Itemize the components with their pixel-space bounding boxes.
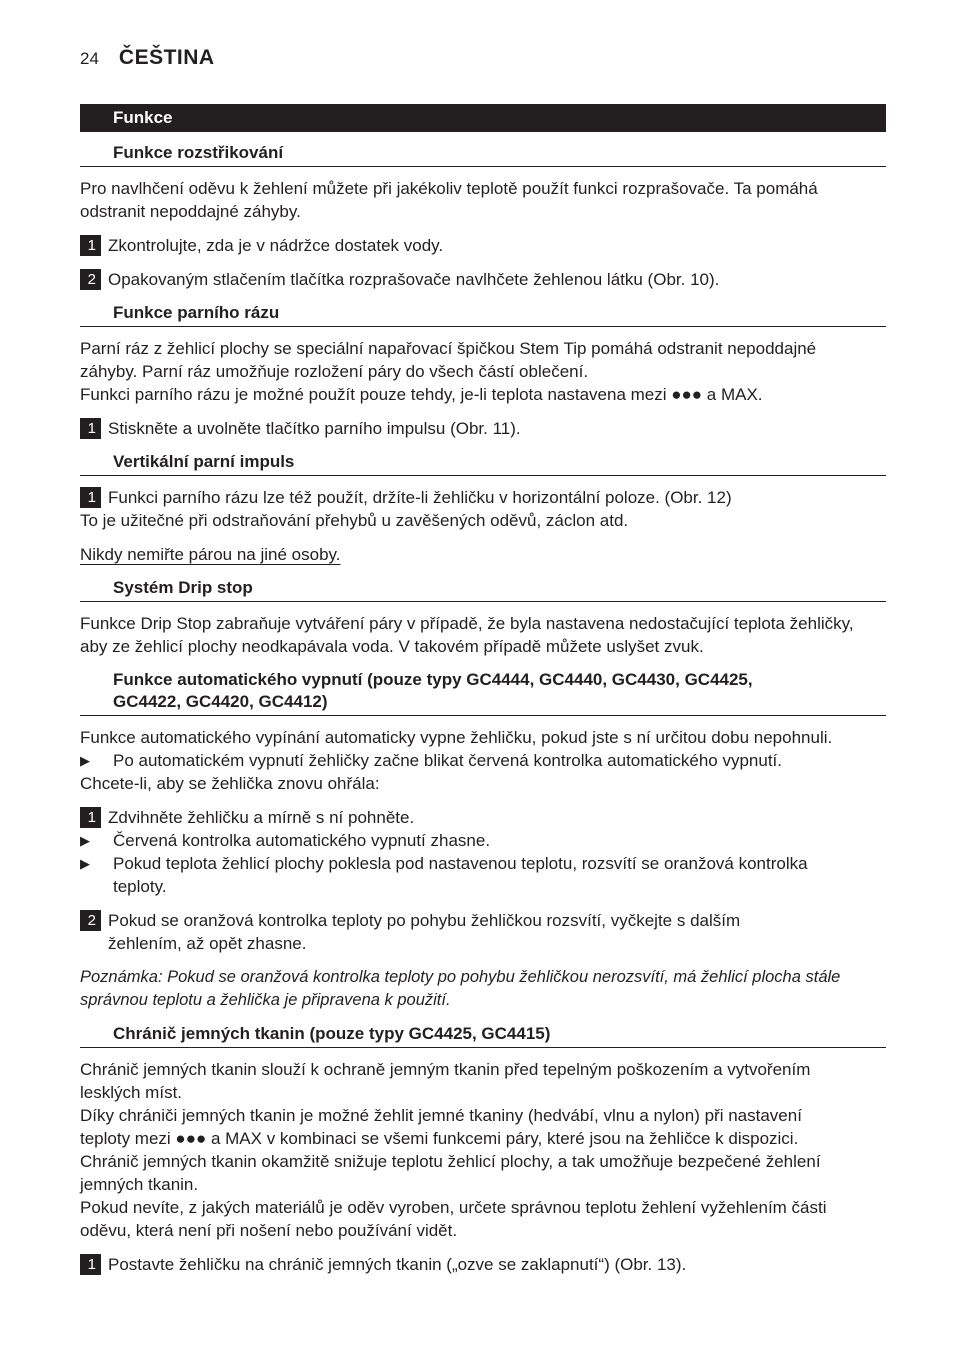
text-line: žehlením, až opět zhasne.	[108, 934, 307, 953]
step-number: 1	[80, 487, 101, 508]
page-content	[80, 104, 886, 1287]
step-text: Zkontrolujte, zda je v nádržce dostatek vody.	[108, 236, 444, 255]
text-line: odstranit nepoddajné záhyby.	[80, 202, 301, 221]
step-text: Stiskněte a uvolněte tlačítko parního impulsu (Obr. 11).	[108, 419, 521, 438]
page-header	[80, 46, 215, 70]
vertical-step-1	[80, 486, 886, 509]
auto-off-bullets	[80, 829, 886, 898]
heading-spray: Funkce rozstřikování	[80, 142, 886, 167]
step-text: Funkci parního rázu lze též použít, držíte-li žehličku v horizontální poloze. (Obr. 12)	[108, 488, 732, 507]
step-text: Opakovaným stlačením tlačítka rozprašovače navlhčete žehlenou látku (Obr. 10).	[108, 270, 720, 289]
heading-line: Funkce automatického vypnutí (pouze typy GC4444, GC4440, GC4430, GC4425,	[113, 670, 753, 689]
heading-vertical-steam: Vertikální parní impuls	[80, 451, 886, 476]
bullet-item	[80, 749, 886, 772]
step-number: 1	[80, 418, 101, 439]
vertical-after: To je užitečné při odstraňování přehybů u zavěšených oděvů, záclon atd.	[80, 511, 629, 530]
text-line: oděvu, která není při nošení nebo používání vidět.	[80, 1221, 458, 1240]
bullet-text: Červená kontrolka automatického vypnutí zhasne.	[113, 831, 491, 850]
text-line: teploty.	[113, 877, 167, 896]
text-line: Pokud nevíte, z jakých materiálů je oděv vyroben, určete správnou teplotu žehlení vyžehlením části	[80, 1198, 827, 1217]
text-line: Chránič jemných tkanin okamžitě snižuje teplotu žehlicí plochy, a tak umožňuje bezpečené žehlení	[80, 1152, 821, 1171]
steam-shot-intro	[80, 337, 886, 406]
language-title: ČEŠTINA	[118, 46, 215, 69]
step-text: Zdvihněte žehličku a mírně s ní pohněte.	[108, 808, 415, 827]
step-number: 1	[80, 807, 101, 828]
auto-off-step-1	[80, 806, 886, 829]
step-text: Postavte žehličku na chránič jemných tkanin („ozve se zaklapnutí“) (Obr. 13).	[108, 1255, 687, 1274]
text-line: Chcete-li, aby se žehlička znovu ohřála:	[80, 774, 380, 793]
text-line: správnou teplotu a žehlička je připravena k použití.	[80, 991, 451, 1009]
step-number: 2	[80, 910, 101, 931]
step-number: 2	[80, 269, 101, 290]
heading-steam-shot: Funkce parního rázu	[80, 302, 886, 327]
text-line: lesklých míst.	[80, 1083, 183, 1102]
auto-off-step-2	[80, 909, 886, 955]
step-number: 1	[80, 1254, 101, 1275]
step-number: 1	[80, 235, 101, 256]
page-number: 24	[80, 49, 99, 68]
bullet-text	[113, 852, 886, 898]
steam-shot-step-1	[80, 417, 886, 440]
vertical-warning	[80, 543, 886, 566]
text-line: Pokud se oranžová kontrolka teploty po pohybu žehličkou rozsvítí, vyčkejte s dalším	[108, 911, 741, 930]
heading-protector: Chránič jemných tkanin (pouze typy GC4425, GC4415)	[80, 1023, 886, 1048]
bullet-text: Po automatickém vypnutí žehličky začne blikat červená kontrolka automatického vypnutí.	[113, 751, 783, 770]
spray-step-1	[80, 234, 886, 257]
bullet-item	[80, 852, 886, 898]
auto-off-intro	[80, 726, 886, 795]
text-line: Funkci parního rázu je možné použít pouze tehdy, je-li teplota nastavena mezi ●●● a MAX.	[80, 385, 763, 404]
text-line: Pro navlhčení oděvu k žehlení můžete při jakékoliv teplotě použít funkci rozprašovače. Ta pomáhá	[80, 179, 818, 198]
text-line: Funkce automatického vypínání automaticky vypne žehličku, pokud jste s ní určitou dobu nepohnuli.	[80, 728, 833, 747]
text-line: Chránič jemných tkanin slouží k ochraně jemným tkanin před tepelným poškozením a vytvořením	[80, 1060, 811, 1079]
heading-drip-stop: Systém Drip stop	[80, 577, 886, 602]
text-line: teploty mezi ●●● a MAX v kombinaci se všemi funkcemi páry, které jsou na žehličce k dispozici.	[80, 1129, 799, 1148]
spray-intro	[80, 177, 886, 223]
warning-text: Nikdy nemiřte párou na jiné osoby.	[80, 545, 341, 564]
drip-stop-text	[80, 612, 886, 658]
text-line: aby ze žehlicí plochy neodkapávala voda. V takovém případě můžete uslyšet zvuk.	[80, 637, 704, 656]
triangle-bullet-icon: ▶	[80, 833, 90, 848]
text-line: Poznámka: Pokud se oranžová kontrolka teploty po pohybu žehličkou nerozsvítí, má žehlicí plocha stále	[80, 968, 841, 986]
note	[80, 966, 886, 1012]
text-line: jemných tkanin.	[80, 1175, 199, 1194]
spray-step-2	[80, 268, 886, 291]
heading-auto-off	[80, 669, 886, 716]
text-line: Parní ráz z žehlicí plochy se speciální napařovací špičkou Stem Tip pomáhá odstranit nepoddajné	[80, 339, 817, 358]
text-line: Pokud teplota žehlicí plochy poklesla pod nastavenou teplotu, rozsvítí se oranžová kontrolka	[113, 854, 808, 873]
section-title-bar: Funkce	[80, 104, 886, 132]
text-line: záhyby. Parní ráz umožňuje rozložení páry do všech částí oblečení.	[80, 362, 589, 381]
heading-line: GC4422, GC4420, GC4412)	[113, 692, 328, 711]
triangle-bullet-icon: ▶	[80, 753, 90, 768]
text-line: Díky chrániči jemných tkanin je možné žehlit jemné tkaniny (hedvábí, vlnu a nylon) při nastavení	[80, 1106, 802, 1125]
protector-text	[80, 1058, 886, 1242]
bullet-item	[80, 829, 886, 852]
protector-step-1	[80, 1253, 886, 1276]
step-text	[108, 909, 886, 955]
triangle-bullet-icon: ▶	[80, 856, 90, 871]
text-line: Funkce Drip Stop zabraňuje vytváření páry v případě, že byla nastavena nedostačující teplota žehličky,	[80, 614, 854, 633]
